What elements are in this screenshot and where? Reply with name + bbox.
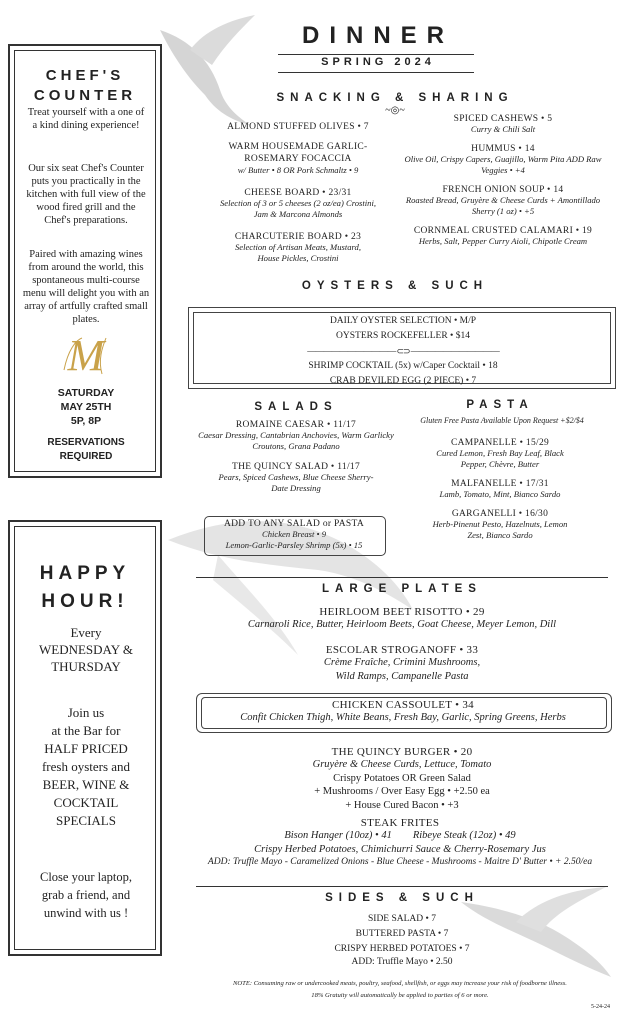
menu-item: ROMAINE CAESAR • 11/17 Caesar Dressing, Cantabrian Anchovies, Warm Garlicky Croutons, Grana Padano [198,420,394,451]
monogram-logo [58,330,114,382]
monogram-letter: M [67,331,105,380]
menu-item: CORNMEAL CRUSTED CALAMARI • 19 Herbs, Salt, Pepper Curry Aioli, Chipotle Cream [413,226,593,246]
chefs-counter-heading: CHEF'S COUNTER [33,67,137,104]
snacking-right-column [398,114,608,256]
beet-risotto-item: HEIRLOOM BEET RISOTTO • 29 Carnaroli Rice, Butter, Heirloom Beets, Goat Cheese, Meyer Lemon, Dill [247,606,557,630]
pasta-note: Gluten Free Pasta Available Upon Request +$2/$4 [420,416,584,425]
footer-note: NOTE: Consuming raw or undercooked meats, poultry, seafood, shellfish, or eggs may increase your risk of foodborne illness. [233,980,567,987]
menu-item: ALMOND STUFFED OLIVES • 7 [227,122,369,132]
oyster-line: SHRIMP COCKTAIL (5x) w/Caper Cocktail • 18 [308,361,498,371]
cassoulet-item: CHICKEN CASSOULET • 34 Confit Chicken Thigh, White Beans, Fresh Bay, Garlic, Spring Greens, Herbs [240,699,566,723]
pasta-section-title: PASTA [466,399,534,411]
salads-list [194,420,398,503]
menu-item: CHEESE BOARD • 23/31 Selection of 3 or 5 cheeses (2 oz/ea) Crostini, Jam & Marcona Almonds [219,188,376,219]
chefs-counter-reservations: RESERVATIONS REQUIRED [47,437,125,462]
side-item-addon: ADD: Truffle Mayo • 2.50 [351,957,453,967]
chefs-counter-para1: Our six seat Chef's Counter puts you practically in the kitchen with full view of the wood fired grill and the Chef's preparations. [26,163,146,226]
sides-title: SIDES & SUCH [325,892,479,904]
oysters-list [190,314,616,389]
sides-list [196,912,608,967]
side-item: CRISPY HERBED POTATOES • 7 [334,944,470,954]
oyster-line: DAILY OYSTER SELECTION • M/P [329,316,477,326]
happy-hour-days: Every WEDNESDAY & THURSDAY [38,625,133,674]
large-plates-title: LARGE PLATES [322,583,482,595]
chefs-counter-intro: Treat yourself with a one of a kind dining experience! [27,107,145,131]
menu-subtitle: SPRING 2024 [321,56,435,68]
menu-item: FRENCH ONION SOUP • 14 Roasted Bread, Gruyère & Cheese Curds + Amontillado Sherry (1 oz) • +5 [405,185,601,216]
header-rule [278,54,474,55]
menu-item: THE QUINCY SALAD • 11/17 Pears, Spiced Cashews, Blue Cheese Sherry-Date Dressing [218,462,374,493]
snacking-ornament: ~◎~ [385,105,405,116]
menu-item: CAMPANELLE • 15/29 Cured Lemon, Fresh Bay Leaf, Black Pepper, Chèvre, Butter [436,438,564,469]
menu-item: CHARCUTERIE BOARD • 23 Selection of Artisan Meats, Mustard, House Pickles, Crostini [234,232,362,263]
happy-hour-closing: Close your laptop, grab a friend, and unwind with us ! [39,870,132,920]
header-rule-bottom [278,72,474,73]
oyster-line: CRAB DEVILED EGG (2 PIECE) • 7 [329,376,477,386]
addon-text: ADD TO ANY SALAD or PASTA Chicken Breast • 9 Lemon-Garlic-Parsley Shrimp (5x) • 15 [223,519,365,550]
menu-title: DINNER [301,22,454,49]
swallow-bird-icon [158,480,418,660]
oyster-line: OYSTERS ROCKEFELLER • $14 [336,331,470,341]
snacking-section-title: SNACKING & SHARING [276,92,514,104]
happy-hour-heading: HAPPY HOUR! [39,563,131,612]
pasta-list [400,438,600,550]
swallow-bird-icon [150,10,260,130]
footer-date-code: 5-24-24 [591,1004,610,1010]
chefs-counter-para2: Paired with amazing wines from around the world, this spontaneous multi-course menu will delight you with an array of artfully crafted small plates. [22,249,150,325]
burger-item: THE QUINCY BURGER • 20 Gruyère & Cheese Curds, Lettuce, Tomato Crispy Potatoes OR Green Salad + Mushrooms / Over Easy Egg • +2.50 ea + House Cured Bacon • +3 [312,746,492,811]
steak-frites-item: STEAK FRITES Bison Hanger (10oz) • 41 Ribeye Steak (12oz) • 49 Crispy Herbed Potatoes, Chimichurri Sauce & Cherry-Rosemary Jus ADD: Truffle Mayo - Caramelized Onions - Blue Cheese - Mushrooms - Maitre D' Butter • + 2.50/ea [207,817,593,867]
salads-section-title: SALADS [254,401,338,413]
menu-item: HUMMUS • 14 Olive Oil, Crispy Capers, Guajillo, Warm Pita ADD Raw Veggies • +4 [404,144,602,175]
oysters-section-title: OYSTERS & SUCH [301,280,489,292]
side-item: BUTTERED PASTA • 7 [355,929,449,939]
chefs-counter-date: SATURDAY MAY 25TH 5P, 8P [57,387,115,427]
menu-item: GARGANELLI • 16/30 Herb-Pinenut Pesto, Hazelnuts, Lemon Zest, Bianco Sardo [432,509,568,540]
menu-item: WARM HOUSEMADE GARLIC-ROSEMARY FOCACCIA w/ Butter • 8 OR Pork Schmaltz • 9 [228,142,368,175]
large-plates-rule [196,577,608,578]
snacking-left-column [198,122,398,273]
footer-gratuity: 18% Gratuity will automatically be applied to parties of 6 or more. [311,992,489,999]
oysters-ornament: ——————————— ⊂⊃ ——————————— [307,346,499,356]
happy-hour-body: Join us at the Bar for HALF PRICED fresh oysters and BEER, WINE & COCKTAIL SPECIALS [41,705,131,828]
escolar-item: ESCOLAR STROGANOFF • 33 Crème Fraîche, Crimini Mushrooms, Wild Ramps, Campanelle Pasta [323,644,481,682]
sides-rule [196,886,608,887]
side-item: SIDE SALAD • 7 [368,914,436,924]
menu-item: MALFANELLE • 17/31 Lamb, Tomato, Mint, Bianco Sardo [439,479,561,499]
menu-item: SPICED CASHEWS • 5 Curry & Chili Salt [453,114,553,134]
